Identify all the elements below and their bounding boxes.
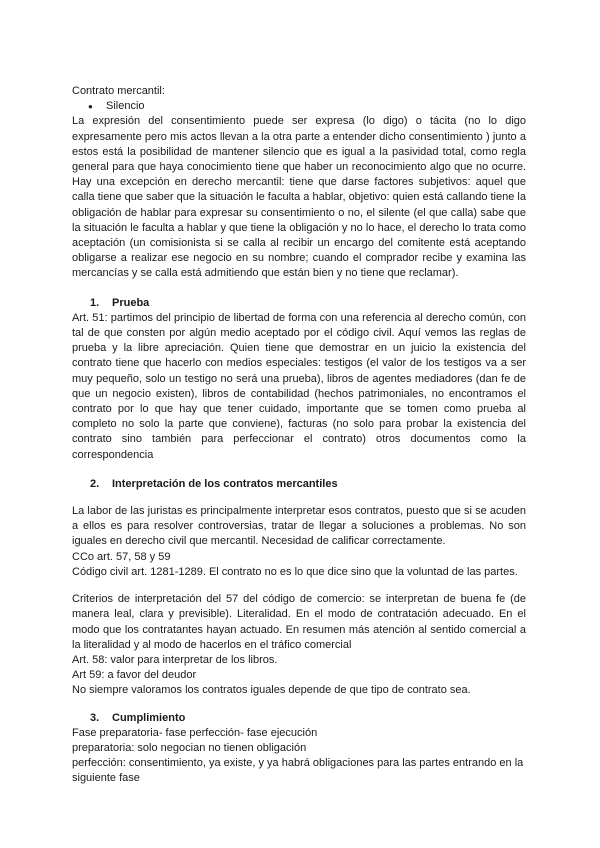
perfeccion-line: perfección: consentimiento, ya existe, y ya habrá obligaciones para las partes entrando en la siguiente fase <box>72 757 524 785</box>
preparatoria-line: preparatoria: solo negocian no tienen obligación <box>72 741 307 754</box>
cco-line: CCo art. 57, 58 y 59 <box>72 550 171 563</box>
section-number: 1. <box>90 296 100 309</box>
interpretacion-paragraph: La labor de las juristas es principalmente interpretar esos contratos, puesto que si se acuden a ellos es para resolver controversias, tratar de llegar a soluciones a problemas. No son iguales en derecho civil que mercantil. Necesidad de calificar correctamente. <box>72 505 526 548</box>
section-number: 2. <box>90 477 100 490</box>
section-title: Interpretación de los contratos mercantiles <box>112 477 338 490</box>
prueba-paragraph: Art. 51: partimos del principio de libertad de forma con una referencia al derecho común, con tal de que consten por algún medio aceptado por el código civil. Aquí vemos las reglas de prueba y la libre apreciación. Quien tiene que demostrar en un juicio la existencia del contrato tiene que hacerlo con medios especiales: testigos (el valor de los testigos va a ser muy pequeño, solo un testigo no será una prueba), libros de agentes mediadores (dan fe de que un negocio existen), libros de contabilidad (hechos patrimoniales, no encontramos el contrato por lo que hay que tener cuidado, importante que se tomen como prueba al completo no solo la parte que conviene), facturas (no solo para probar la existencia del contrato sino también para perfeccionar el contrato) otros documentos como la correspondencia <box>72 311 526 461</box>
closing-line: No siempre valoramos los contratos iguales depende de que tipo de contrato sea. <box>72 684 471 697</box>
fases-line: Fase preparatoria- fase perfección- fase ejecución <box>72 726 318 739</box>
cc-line: Código civil art. 1281-1289. El contrato no es lo que dice sino que la voluntad de las partes. <box>72 565 518 578</box>
section-title: Prueba <box>112 296 150 309</box>
bullet-item <box>72 99 526 114</box>
doc-heading: Contrato mercantil: <box>72 85 165 97</box>
art59-line: Art 59: a favor del deudor <box>72 669 197 682</box>
document-body <box>72 84 526 787</box>
silencio-paragraph: La expresión del consentimiento puede ser expresa (lo digo) o tácita (no lo digo expresamente pero mis actos llevan a la otra parte a entender dicho consentimiento ) junto a estos está la posibilidad de mantener silencio que es igual a la pasividad total, como regla general para que haya conocimiento tiene que haber un reconocimiento algo que no ocurre. Hay una excepción en derecho mercantil: tiene que darse factores subjetivos: aquel que calla tiene que saber que la situación le faculta a hablar, objetivo: quien está callando tiene la obligación de hablar para expresar su consentimiento o no, el silente (el que calla) sabe que la situación le faculta a hablar y que tiene la obligación y no lo hace, el derecho lo trata como aceptación (un comisionista si se calla al recibir un encargo del comitente está aceptando obligarse a realizar ese negocio en su nombre; cuando el comprador recibe y examina las mercancías y se calla está admitiendo que están bien y no tiene que reclamar). <box>72 115 526 280</box>
section-heading-cumplimiento <box>72 711 526 726</box>
bullet-dot-icon: ● <box>88 102 93 112</box>
art58-line: Art. 58: valor para interpretar de los libros. <box>72 653 278 666</box>
section-heading-interpretacion <box>72 477 526 492</box>
section-number: 3. <box>90 711 100 724</box>
section-heading-prueba <box>72 296 526 311</box>
bullet-label: Silencio <box>106 100 145 113</box>
criterios-paragraph: Criterios de interpretación del 57 del código de comercio: se interpretan de buena fe (de manera leal, clara y previsible). Literalidad. En el modo de contratación adecuado. En el modo que los contratantes hayan actuado. En resumen más atención al sentido comercial a la literalidad y al modo de hacerlos en el tráfico comercial <box>72 593 526 651</box>
section-title: Cumplimiento <box>112 711 186 724</box>
